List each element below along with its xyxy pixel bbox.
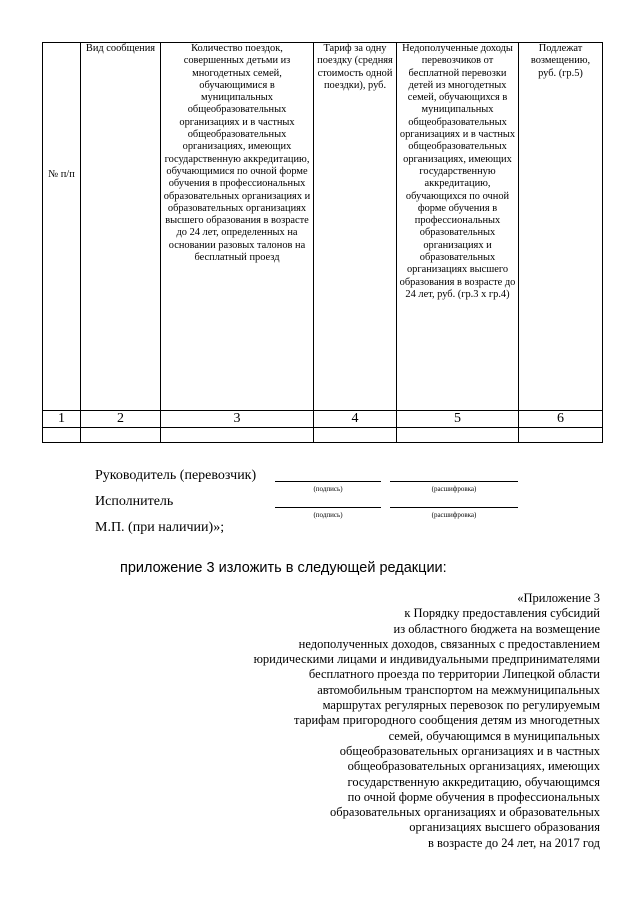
annex-line: организациях высшего образования	[409, 820, 600, 835]
table-cell	[161, 428, 314, 443]
column-number: 3	[161, 411, 314, 428]
annex-line: бесплатного проезда по территории Липецкой области	[308, 667, 600, 682]
annex-line: тарифам пригородного сообщения детям из многодетных	[294, 713, 600, 728]
annex-line: недополученных доходов, связанных с предоставлением	[298, 636, 600, 651]
annex-line: общеобразовательных организациях и в частных	[339, 743, 600, 758]
header-cell-trip-count: Количество поездок, совершенных детьми из многодетных семей, обучающимися в муниципальных общеобразовательных организациях и в частных общеобразовательных организациях, имеющих государственную аккредитацию, обучающимися по очной форме обучения в профессиональных образовательных организациях и образовательных организациях высшего образования в возрасте до 24 лет, определенных на основании разовых талонов на бесплатный проезд	[161, 43, 314, 411]
annex-line: по очной форме обучения в профессиональных	[347, 789, 600, 804]
head-signature-caption: (подпись)	[313, 485, 343, 493]
column-number: 6	[519, 411, 603, 428]
header-cell-route-type: Вид сообщения	[81, 43, 161, 411]
executor-signature-line	[275, 507, 381, 508]
table-cell	[43, 428, 81, 443]
head-signature-line	[275, 481, 381, 482]
header-cell-lost-income: Недополученные доходы перевозчиков от бесплатной перевозки детей из многодетных семей, обучающихся в муниципальных общеобразовательных организациях и в частных общеобразовательных организациях, имеющих государственную аккредитацию, обучающихся по очной форме обучения в профессиональных образовательных организациях и образовательных организациях высшего образования в возрасте до 24 лет, руб. (гр.3 х гр.4)	[397, 43, 519, 411]
table-cell	[314, 428, 397, 443]
table-cell	[519, 428, 603, 443]
annex-header	[180, 591, 600, 851]
header-cell-number: № п/п	[43, 43, 81, 411]
annex-line: маршрутах регулярных перевозок по регулируемым	[322, 698, 600, 713]
annex-line: автомобильным транспортом на межмуниципальных	[317, 682, 600, 697]
annex-line: «Приложение 3	[517, 591, 600, 605]
amendment-intro: приложение 3 изложить в следующей редакции:	[120, 560, 447, 576]
annex-line: семей, обучающимся в муниципальных	[388, 728, 600, 743]
annex-line: государственную аккредитацию, обучающимся	[347, 774, 600, 789]
annex-line: юридическими лицами и индивидуальными предпринимателями	[253, 652, 600, 667]
column-number: 2	[81, 411, 161, 428]
table-header-row	[43, 43, 603, 411]
table-cell	[397, 428, 519, 443]
column-number: 1	[43, 411, 81, 428]
header-cell-reimbursement: Подлежат возмещению, руб. (гр.5)	[519, 43, 603, 411]
executor-decoding-line	[390, 507, 518, 508]
header-cell-tariff: Тариф за одну поездку (средняя стоимость одной поездки), руб.	[314, 43, 397, 411]
executor-decoding-caption: (расшифровка)	[431, 511, 477, 519]
empty-data-row	[43, 428, 603, 443]
column-numbers-row	[43, 411, 603, 428]
executor-label: Исполнитель	[95, 494, 174, 509]
annex-line: общеобразовательных организациях, имеющих	[347, 759, 600, 774]
column-number: 5	[397, 411, 519, 428]
stamp-label: М.П. (при наличии)»;	[95, 520, 225, 535]
head-decoding-line	[390, 481, 518, 482]
executor-signature-caption: (подпись)	[313, 511, 343, 519]
annex-line: в возрасте до 24 лет, на 2017 год	[428, 835, 600, 850]
head-decoding-caption: (расшифровка)	[431, 485, 477, 493]
column-number: 4	[314, 411, 397, 428]
table-cell	[81, 428, 161, 443]
subsidy-report-table	[42, 42, 603, 443]
annex-line: к Порядку предоставления субсидий	[404, 606, 600, 621]
head-label: Руководитель (перевозчик)	[95, 468, 257, 483]
annex-line: образовательных организациях и образовательных	[329, 805, 600, 820]
annex-line: из областного бюджета на возмещение	[393, 621, 600, 636]
